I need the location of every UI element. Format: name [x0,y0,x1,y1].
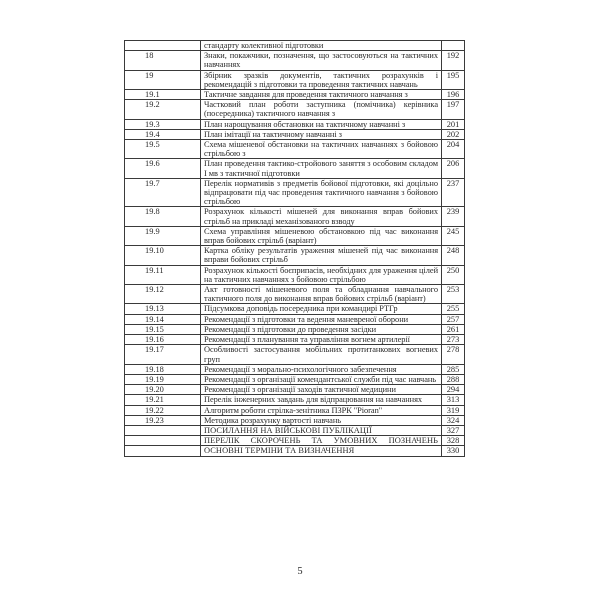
row-page: 273 [442,335,465,345]
table-row [125,178,465,207]
toc-table [124,40,465,457]
table-row [125,314,465,324]
row-page: 253 [442,285,465,304]
toc-body [125,41,465,457]
row-page: 250 [442,265,465,284]
row-number: 19.8 [125,207,201,226]
row-title: Рекомендації з підготовки до проведення засідки [201,324,442,334]
row-page: 257 [442,314,465,324]
row-title: Рекомендації з підготовки та ведення маневреної оборони [201,314,442,324]
table-row [125,425,465,435]
row-number: 19.2 [125,100,201,119]
table-row [125,119,465,129]
row-page: 328 [442,436,465,446]
row-number [125,41,201,51]
row-title: ПОСИЛАННЯ НА ВІЙСЬКОВІ ПУБЛІКАЦІЇ [201,425,442,435]
row-number: 19.9 [125,226,201,245]
row-number: 19.12 [125,285,201,304]
table-row [125,436,465,446]
row-title: Алгоритм роботи стрілка-зенітника ПЗРК "Pioran" [201,405,442,415]
table-row [125,335,465,345]
table-row [125,70,465,89]
row-number: 19.16 [125,335,201,345]
row-number: 19.3 [125,119,201,129]
row-page: 195 [442,70,465,89]
row-number: 19.17 [125,345,201,364]
row-page: 201 [442,119,465,129]
row-number [125,446,201,456]
table-row [125,285,465,304]
row-number: 19.21 [125,395,201,405]
row-title: План проведення тактико-стройового заняття з особовим складом І мв з тактичної підготовки [201,159,442,178]
row-number: 19.20 [125,385,201,395]
row-page: 278 [442,345,465,364]
row-page: 206 [442,159,465,178]
row-page: 239 [442,207,465,226]
row-title: Збірник зразків документів, тактичних розрахунків і рекомендацій з підготовки та проведення тактичних навчань [201,70,442,89]
row-page: 248 [442,246,465,265]
table-row [125,374,465,384]
row-page: 294 [442,385,465,395]
row-title: Перелік нормативів з предметів бойової підготовки, які доцільно відпрацювати під час проведення тактичного навчання з бойовою стрільбою [201,178,442,207]
row-title: План нарощування обстановки на тактичному навчанні з [201,119,442,129]
table-row [125,385,465,395]
row-page: 196 [442,90,465,100]
table-row [125,246,465,265]
row-title: Методика розрахунку вартості навчань [201,415,442,425]
table-row [125,90,465,100]
table-row [125,446,465,456]
row-title: План імітації на тактичному навчанні з [201,129,442,139]
row-title: Тактичне завдання для проведення тактичного навчання з [201,90,442,100]
row-number: 19.10 [125,246,201,265]
row-number: 18 [125,51,201,70]
row-number: 19.23 [125,415,201,425]
table-row [125,364,465,374]
row-number: 19.7 [125,178,201,207]
row-title: стандарту колективної підготовки [201,41,442,51]
row-title: Рекомендації з морально-психологічного забезпечення [201,364,442,374]
table-row [125,395,465,405]
table-row [125,41,465,51]
table-row [125,405,465,415]
row-page: 285 [442,364,465,374]
row-page: 202 [442,129,465,139]
row-title: ПЕРЕЛІК СКОРОЧЕНЬ ТА УМОВНИХ ПОЗНАЧЕНЬ [201,436,442,446]
row-page: 261 [442,324,465,334]
row-page: 288 [442,374,465,384]
row-title: Рекомендації з організації заходів тактичної медицини [201,385,442,395]
row-title: Розрахунок кількості боєприпасів, необхідних для ураження цілей на тактичних навчаннях з бойовою стрільбою [201,265,442,284]
row-page: 255 [442,304,465,314]
row-title: Знаки, покажчики, позначення, що застосовуються на тактичних навчаннях [201,51,442,70]
row-title: Рекомендації з організації комендантської служби під час навчань [201,374,442,384]
table-row [125,51,465,70]
row-page [442,41,465,51]
row-page: 237 [442,178,465,207]
row-number: 19.5 [125,140,201,159]
row-title: Рекомендації з планування та управління вогнем артилерії [201,335,442,345]
row-page: 327 [442,425,465,435]
row-number [125,436,201,446]
row-page: 313 [442,395,465,405]
row-number: 19.1 [125,90,201,100]
row-number: 19.11 [125,265,201,284]
page-number: 5 [297,566,303,577]
row-page: 324 [442,415,465,425]
row-page: 319 [442,405,465,415]
table-row [125,415,465,425]
row-page: 330 [442,446,465,456]
table-row [125,207,465,226]
row-number: 19.22 [125,405,201,415]
table-row [125,324,465,334]
row-page: 245 [442,226,465,245]
table-row [125,140,465,159]
row-number: 19.4 [125,129,201,139]
table-row [125,345,465,364]
row-number: 19.13 [125,304,201,314]
row-page: 204 [442,140,465,159]
row-number: 19.14 [125,314,201,324]
row-number: 19 [125,70,201,89]
row-number [125,425,201,435]
table-row [125,304,465,314]
table-row [125,100,465,119]
row-title: Акт готовності мішеневого поля та обладнання навчального тактичного поля до виконання вправ бойових стрільб (варіант) [201,285,442,304]
table-row [125,129,465,139]
row-title: ОСНОВНІ ТЕРМІНИ ТА ВИЗНАЧЕННЯ [201,446,442,456]
row-number: 19.18 [125,364,201,374]
row-number: 19.6 [125,159,201,178]
row-number: 19.15 [125,324,201,334]
table-row [125,265,465,284]
table-row [125,159,465,178]
table-row [125,226,465,245]
row-number: 19.19 [125,374,201,384]
row-title: Перелік інженерних завдань для відпрацювання на навчаннях [201,395,442,405]
row-page: 197 [442,100,465,119]
row-title: Схема мішеневої обстановки на тактичних навчаннях з бойовою стрільбою з [201,140,442,159]
row-title: Частковий план роботи заступника (помічника) керівника (посередника) тактичного навчання з [201,100,442,119]
row-page: 192 [442,51,465,70]
row-title: Картка обліку результатів ураження мішеней під час виконання вправи бойових стрільб [201,246,442,265]
row-title: Розрахунок кількості мішеней для виконання вправ бойових стрільб на прикладі механізованого взводу [201,207,442,226]
row-title: Схема управління мішеневою обстановкою під час виконання вправ бойових стрільб (варіант) [201,226,442,245]
row-title: Підсумкова доповідь посередника при командирі РТГр [201,304,442,314]
row-title: Особливості застосування мобільних протитанкових вогневих груп [201,345,442,364]
